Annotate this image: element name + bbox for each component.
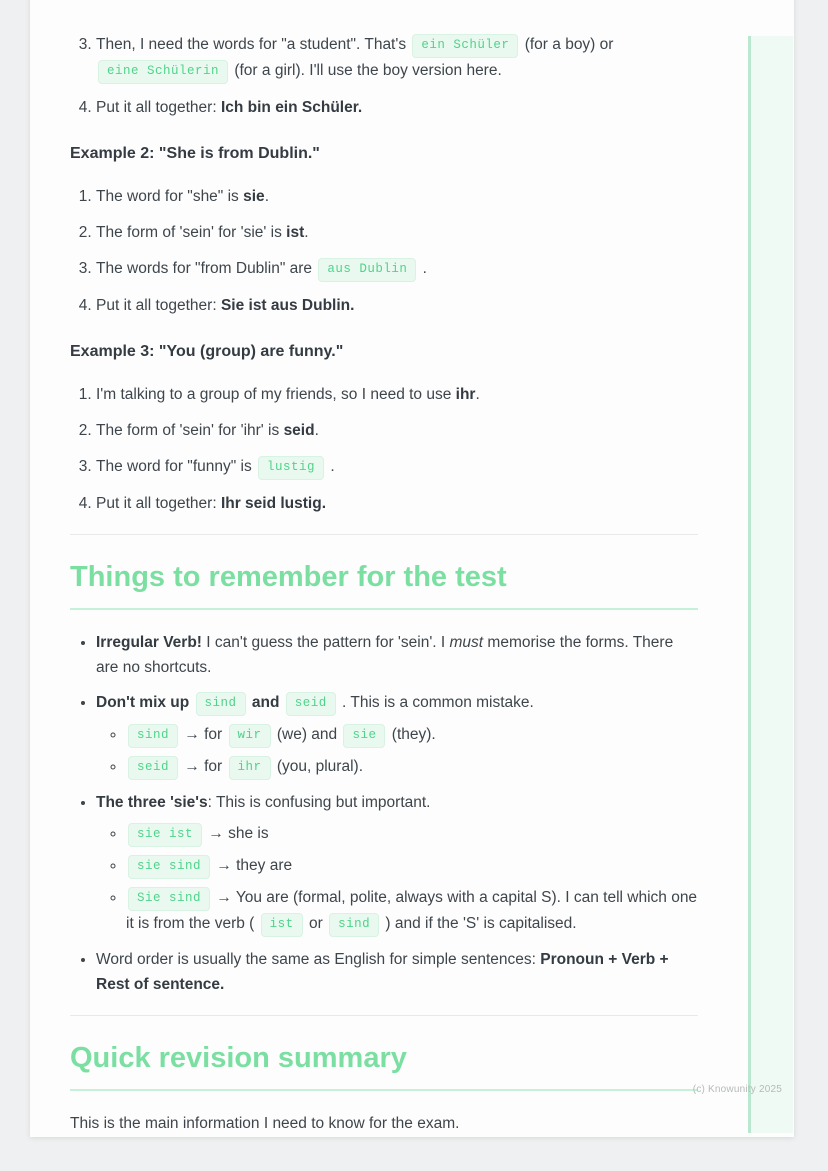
sub-bullet-item — [126, 722, 698, 748]
text-run: The form of 'sein' for 'ihr' is — [96, 422, 284, 439]
text-run: . — [418, 260, 427, 277]
sub-bullet-item — [126, 821, 698, 847]
document-content — [30, 0, 794, 1136]
inline-code-chip: sie sind — [128, 855, 210, 879]
text-run: → for — [180, 758, 227, 775]
text-run: → they are — [212, 857, 293, 874]
text-run: The form of 'sein' for 'sie' is — [96, 224, 287, 241]
inline-code-chip: sind — [329, 913, 379, 937]
list-item — [96, 220, 698, 245]
bold-text: Pronoun + Verb + Rest of sentence. — [96, 951, 669, 993]
text-run: : This is confusing but important. — [207, 794, 431, 811]
inline-code-chip: eine Schülerin — [98, 60, 228, 84]
text-run: The word for "she" is — [96, 188, 244, 205]
bold-text: ihr — [455, 386, 476, 403]
text-run: (for a girl). I'll use the boy version here. — [230, 62, 502, 79]
text-run: The word for "funny" is — [96, 458, 257, 475]
inline-code-chip: wir — [229, 724, 271, 748]
list-item — [96, 454, 698, 480]
text-run: → You are (formal, polite, always with a capital S). I can tell which one it is from the verb ( — [126, 889, 698, 932]
list-item — [96, 491, 698, 516]
bullet-item — [96, 630, 698, 680]
sub-bullet-list — [96, 722, 698, 780]
ordered-list — [70, 382, 698, 516]
text-run: (for a boy) or — [520, 36, 614, 53]
document-card — [30, 0, 794, 1137]
text-run: memorise the forms. There are no shortcuts. — [96, 634, 674, 676]
sub-bullet-item — [126, 885, 698, 937]
bold-text: Don't mix up — [96, 694, 194, 711]
bold-text: and — [247, 694, 284, 711]
list-item — [96, 95, 698, 120]
list-item — [96, 382, 698, 407]
list-item — [96, 418, 698, 443]
text-run: The words for "from Dublin" are — [96, 260, 317, 277]
section-heading: Things to remember for the test — [70, 559, 698, 610]
list-item — [96, 256, 698, 282]
divider — [70, 534, 698, 535]
bold-text: Irregular Verb! — [96, 634, 202, 651]
bullet-item — [96, 690, 698, 780]
inline-code-chip: ein Schüler — [412, 34, 518, 58]
text-run: This is the main information I need to know for the exam. — [70, 1115, 460, 1132]
inline-code-chip: sind — [196, 692, 246, 716]
bold-text: sie — [243, 188, 265, 205]
text-run: (you, plural). — [272, 758, 363, 775]
inline-code-chip: seid — [286, 692, 336, 716]
text-run: . — [475, 386, 480, 403]
inline-code-chip: ist — [261, 913, 303, 937]
body-paragraph — [70, 1111, 698, 1136]
text-run: . — [314, 422, 319, 439]
text-run: (they). — [387, 726, 436, 743]
text-run: . — [264, 188, 269, 205]
bold-text: ist — [286, 224, 305, 241]
inline-code-chip: sind — [128, 724, 178, 748]
bullet-item — [96, 790, 698, 937]
text-run: ) and if the 'S' is capitalised. — [381, 915, 577, 932]
inline-code-chip: lustig — [258, 456, 324, 480]
bold-text: The three 'sie's — [96, 794, 208, 811]
list-item — [96, 32, 698, 84]
text-run: Put it all together: — [96, 495, 221, 512]
sub-bullet-item — [126, 853, 698, 879]
text-run: or — [304, 915, 328, 932]
inline-code-chip: aus Dublin — [318, 258, 416, 282]
bold-text: seid — [283, 422, 315, 439]
sub-bullet-list — [96, 821, 698, 937]
copyright-watermark: (c) Knowunity 2025 — [692, 1084, 782, 1095]
inline-code-chip: seid — [128, 756, 178, 780]
ordered-list — [70, 32, 698, 120]
text-run: . — [326, 458, 335, 475]
bold-text: Ihr seid lustig. — [220, 495, 327, 512]
text-run: Put it all together: — [96, 99, 221, 116]
text-run: . This is a common mistake. — [337, 694, 534, 711]
inline-code-chip: ihr — [229, 756, 271, 780]
text-run: I can't guess the pattern for 'sein'. I — [201, 634, 450, 651]
inline-code-chip: Sie sind — [128, 887, 210, 911]
italic-text: must — [449, 634, 484, 651]
bold-text: Ich bin ein Schüler. — [220, 99, 363, 116]
text-run: . — [304, 224, 309, 241]
inline-code-chip: sie ist — [128, 823, 202, 847]
list-item — [96, 293, 698, 318]
section-heading: Quick revision summary — [70, 1040, 698, 1091]
ordered-list — [70, 184, 698, 318]
sub-bullet-item — [126, 754, 698, 780]
text-run: I'm talking to a group of my friends, so I need to use — [96, 386, 456, 403]
divider — [70, 1015, 698, 1016]
example-heading: Example 2: "She is from Dublin." — [70, 145, 320, 162]
text-run: Then, I need the words for "a student". That's — [96, 36, 411, 53]
example-heading: Example 3: "You (group) are funny." — [70, 343, 344, 360]
text-run: → for — [180, 726, 227, 743]
bullet-item — [96, 947, 698, 997]
list-item — [96, 184, 698, 209]
text-run: Put it all together: — [96, 297, 221, 314]
text-run: → she is — [204, 825, 269, 842]
text-run: Word order is usually the same as English for simple sentences: — [96, 951, 541, 968]
text-run: (we) and — [272, 726, 342, 743]
bullet-list — [70, 630, 698, 997]
inline-code-chip: sie — [343, 724, 385, 748]
bold-text: Sie ist aus Dublin. — [220, 297, 355, 314]
